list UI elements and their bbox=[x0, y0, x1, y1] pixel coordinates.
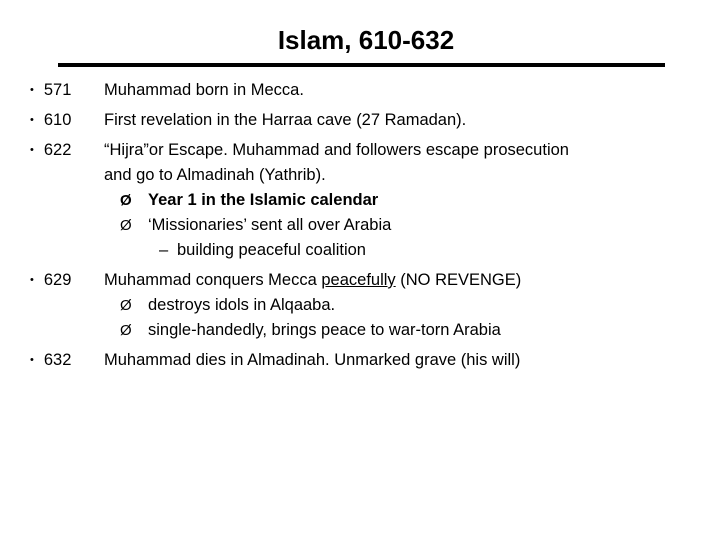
arrow-icon: Ø bbox=[120, 322, 132, 339]
bullet-icon: • bbox=[30, 354, 34, 366]
bullet-icon: • bbox=[30, 84, 34, 96]
sub-sub-point-text: building peaceful coalition bbox=[177, 241, 366, 259]
sub-point bbox=[104, 293, 694, 318]
sub-point-text: Year 1 in the Islamic calendar bbox=[148, 191, 379, 209]
sub-point bbox=[104, 213, 694, 238]
sub-point-text: single-handedly, brings peace to war-torn Arabia bbox=[148, 321, 501, 339]
arrow-icon: Ø bbox=[120, 297, 132, 314]
sub-point bbox=[104, 318, 694, 343]
entry-text-line: “Hijra”or Escape. Muhammad and followers escape prosecution bbox=[104, 141, 569, 159]
bullet-point bbox=[30, 138, 71, 165]
entry-year: 629 bbox=[43, 271, 72, 289]
bullet-icon: • bbox=[30, 144, 34, 156]
entry-year: 571 bbox=[43, 81, 72, 99]
entry-text-part: Muhammad conquers Mecca bbox=[104, 271, 322, 289]
arrow-icon: Ø bbox=[120, 217, 132, 234]
sub-sub-point bbox=[104, 238, 694, 263]
entry-year: 632 bbox=[43, 351, 72, 369]
bullet-point bbox=[30, 268, 71, 295]
bullet-point bbox=[30, 108, 71, 135]
bullet-icon: • bbox=[30, 114, 34, 126]
sub-point bbox=[104, 188, 694, 213]
entry-text-line: and go to Almadinah (Yathrib). bbox=[104, 166, 326, 184]
timeline-entry-622 bbox=[0, 138, 720, 263]
sub-point-text: ‘Missionaries’ sent all over Arabia bbox=[148, 216, 392, 234]
dash-icon: – bbox=[159, 241, 169, 259]
entry-text-part: (NO REVENGE) bbox=[395, 271, 522, 289]
entry-year: 610 bbox=[43, 111, 72, 129]
timeline-entry-632 bbox=[0, 348, 720, 373]
entry-text: Muhammad born in Mecca. bbox=[104, 81, 304, 99]
entry-body bbox=[104, 138, 694, 263]
entry-body bbox=[104, 268, 694, 343]
slide-title: Islam, 610-632 bbox=[277, 25, 455, 55]
entry-year: 622 bbox=[43, 141, 72, 159]
entry-text: First revelation in the Harraa cave (27 Ramadan). bbox=[104, 111, 467, 129]
timeline-entry-629 bbox=[0, 268, 720, 343]
entry-text-line bbox=[104, 268, 694, 293]
bullet-point bbox=[30, 78, 71, 105]
sub-point-text: destroys idols in Alqaaba. bbox=[148, 296, 336, 314]
entry-text: Muhammad dies in Almadinah. Unmarked grave (his will) bbox=[104, 351, 521, 369]
emphasized-word: peacefully bbox=[321, 271, 396, 289]
timeline-entry-571 bbox=[0, 78, 720, 103]
arrow-icon: Ø bbox=[120, 192, 132, 209]
bullet-point bbox=[30, 348, 71, 375]
title-divider bbox=[58, 63, 665, 67]
timeline-list bbox=[0, 78, 720, 373]
bullet-icon: • bbox=[30, 274, 34, 286]
timeline-entry-610 bbox=[0, 108, 720, 133]
